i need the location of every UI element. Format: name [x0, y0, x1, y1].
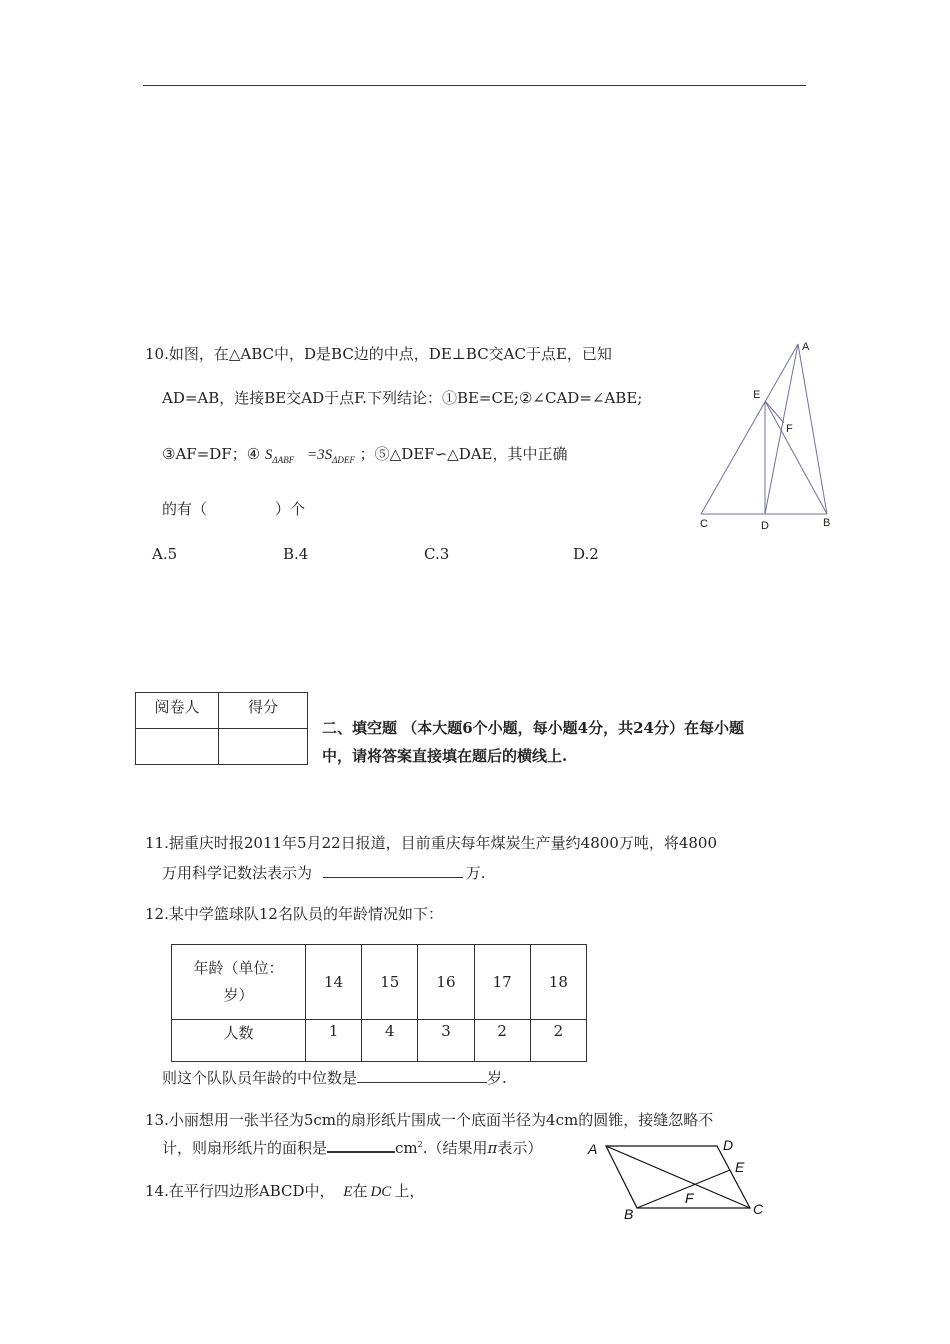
option-a: A.5 — [152, 545, 178, 563]
pg-label-D: D — [723, 1137, 734, 1153]
answer-blank-13[interactable] — [327, 1136, 395, 1153]
pg-label-A: A — [588, 1141, 598, 1157]
triangle-figure — [690, 335, 850, 540]
q13-line2: 计，则扇形纸片的面积是 $cm^2$.（结果用π表示） — [162, 1135, 542, 1158]
answer-blank-12[interactable] — [357, 1067, 487, 1083]
math-E: E — [343, 1184, 353, 1200]
q12-intro: 12.某中学篮球队12名队员的年龄情况如下： — [145, 905, 443, 923]
q11-line2: 万用科学记数法表示为 万. — [162, 864, 486, 882]
area-symbol-1: $S_{\Delta ABF}$ — [264, 447, 295, 465]
age-14: 14 — [306, 945, 362, 1020]
option-d: D.2 — [573, 545, 599, 563]
label-A: A — [802, 341, 810, 353]
age-18: 18 — [530, 945, 586, 1020]
pg-label-E: E — [735, 1159, 745, 1175]
label-F: F — [786, 423, 793, 435]
grader-header: 阅卷人 — [136, 693, 219, 729]
pg-label-C: C — [753, 1201, 764, 1217]
q10-line4: 的有（ ）个 — [162, 500, 306, 518]
grader-table — [135, 692, 308, 765]
q10-line2: AD=AB，连接BE交AD于点F.下列结论：①BE=CE;②∠CAD=∠ABE; — [162, 389, 643, 407]
age-table — [171, 944, 587, 1062]
count-18: 2 — [530, 1020, 586, 1062]
option-b: B.4 — [283, 545, 309, 563]
label-E: E — [753, 389, 761, 401]
score-cell[interactable] — [219, 729, 308, 765]
label-D: D — [761, 520, 769, 532]
q10-line1: 10.如图，在△ABC中，D是BC边的中点，DE⊥BC交AC于点E，已知 — [145, 345, 612, 363]
parallelogram-figure — [580, 1130, 780, 1225]
math-DC: DC — [370, 1184, 392, 1200]
q11-line1: 11.据重庆时报2011年5月22日报道，目前重庆每年煤炭生产量约4800万吨，将4800 — [145, 834, 718, 852]
pg-label-B: B — [624, 1206, 634, 1222]
count-header: 人数 — [172, 1020, 306, 1062]
score-header: 得分 — [219, 693, 308, 729]
age-header: 年龄（单位： 岁） — [172, 945, 306, 1020]
label-B: B — [823, 517, 831, 529]
grader-cell[interactable] — [136, 729, 219, 765]
equals-three: =3 — [306, 447, 325, 463]
section2-line2: 中，请将答案直接填在题后的横线上. — [322, 747, 568, 765]
area-symbol-2: $S_{\Delta DEF}$ — [324, 447, 355, 465]
count-14: 1 — [306, 1020, 362, 1062]
label-C: C — [700, 518, 708, 530]
q10-line3-a: ③AF=DF；④ — [162, 445, 261, 463]
age-17: 17 — [474, 945, 530, 1020]
age-16: 16 — [418, 945, 474, 1020]
answer-blank-11[interactable] — [323, 862, 463, 878]
count-16: 3 — [418, 1020, 474, 1062]
section2-line1: 二、填空题 （本大题6个小题，每小题4分，共24分）在每小题 — [322, 719, 744, 737]
count-15: 4 — [362, 1020, 418, 1062]
q10-line3-b: ；⑤△DEF∽△DAE，其中正确 — [359, 445, 568, 463]
pg-label-F: F — [685, 1190, 694, 1206]
q10-line3 — [162, 444, 568, 470]
count-17: 2 — [474, 1020, 530, 1062]
age-15: 15 — [362, 945, 418, 1020]
q12-after: 则这个队队员年龄的中位数是 岁. — [162, 1069, 507, 1087]
q14-line1: 14.在平行四边形ABCD中， E在 DC 上， — [145, 1182, 425, 1200]
option-c: C.3 — [424, 545, 450, 563]
header-rule — [143, 85, 806, 86]
q13-line1: 13.小丽想用一张半径为5cm的扇形纸片围成一个底面半径为4cm的圆锥，接缝忽略不 — [145, 1111, 714, 1129]
